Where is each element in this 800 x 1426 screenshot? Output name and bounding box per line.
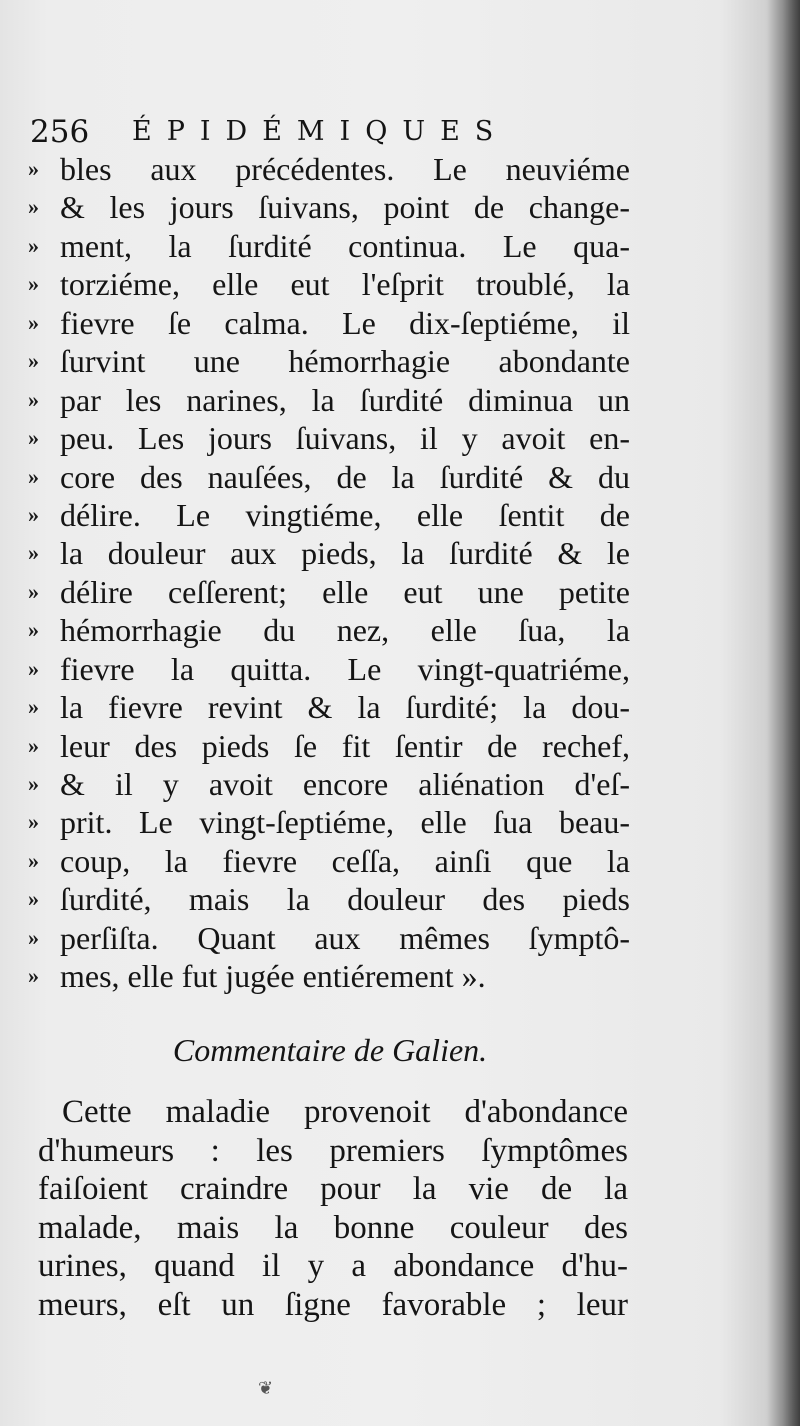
- line-text: ſurvint une hémorrhagie abondante: [60, 343, 630, 380]
- line-text: délire. Le vingtiéme, elle ſentit de: [60, 496, 630, 533]
- text-line: urines, quand il y a abondance d'hu-: [38, 1248, 628, 1285]
- line-text: hémorrhagie du nez, elle ſua, la: [60, 612, 630, 649]
- text-line: [28, 150, 628, 188]
- quote-mark: »: [28, 694, 39, 720]
- quote-mark: »: [28, 156, 39, 181]
- section-heading: Commentaire de Galien.: [172, 1032, 488, 1068]
- text-line: faiſoient craindre pour la vie de la: [38, 1171, 628, 1208]
- text-line: [28, 688, 628, 726]
- line-text: & les jours ſuivans, point de change-: [60, 189, 630, 226]
- text-line: meurs, eſt un ſigne favorable ; leur: [38, 1286, 628, 1323]
- line-text: fievre ſe calma. Le dix-ſeptiéme, il: [60, 304, 630, 341]
- text-line: [28, 765, 628, 803]
- fleuron-ornament: ❦: [258, 1378, 274, 1399]
- text-line: [28, 265, 628, 303]
- quote-mark: »: [28, 540, 39, 566]
- quote-mark: »: [28, 924, 39, 950]
- text-line: [28, 342, 628, 380]
- page-number: 256: [30, 114, 90, 150]
- text-line: [28, 727, 628, 765]
- text-line: [28, 419, 628, 457]
- text-line: [28, 611, 628, 649]
- text-line: [28, 534, 628, 572]
- quote-mark: »: [28, 194, 39, 220]
- text-line: [28, 573, 628, 611]
- line-text: leur des pieds ſe fit ſentir de rechef,: [60, 727, 630, 764]
- line-text: fievre la quitta. Le vingt-quatriéme,: [60, 650, 630, 687]
- line-text: prit. Le vingt-ſeptiéme, elle ſua beau-: [60, 804, 630, 841]
- text-line: [28, 227, 628, 265]
- text-line: d'humeurs : les premiers ſymptômes: [38, 1132, 628, 1169]
- text-line: malade, mais la bonne couleur des: [38, 1209, 628, 1246]
- commentary-paragraph: [38, 1093, 628, 1325]
- text-line: [28, 842, 628, 880]
- line-text: ſurdité, mais la douleur des pieds: [60, 881, 630, 918]
- text-line: [28, 381, 628, 419]
- line-text: bles aux précédentes. Le neuviéme: [60, 151, 630, 187]
- line-text: délire ceſſerent; elle eut une petite: [60, 573, 630, 610]
- text-line: [28, 496, 628, 534]
- line-text: perſiſta. Quant aux mêmes ſymptô-: [60, 919, 630, 956]
- quoted-passage: [28, 150, 628, 996]
- quote-mark: »: [28, 232, 39, 258]
- line-text: par les narines, la ſurdité diminua un: [60, 381, 630, 418]
- line-text: la fievre revint & la ſurdité; la dou-: [60, 689, 630, 726]
- text-line: [28, 304, 628, 342]
- quote-mark: »: [28, 348, 39, 374]
- quote-mark: »: [28, 309, 39, 335]
- text-line: [28, 957, 628, 995]
- page-header: [30, 112, 610, 152]
- quote-mark: »: [28, 463, 39, 489]
- quote-mark: »: [28, 809, 39, 835]
- quote-mark: »: [28, 655, 39, 681]
- quote-mark: »: [28, 578, 39, 604]
- text-line: [28, 188, 628, 226]
- text-line: Cette maladie provenoit d'abondance: [62, 1094, 628, 1130]
- text-line: [28, 880, 628, 918]
- quote-mark: »: [28, 425, 39, 451]
- line-text: la douleur aux pieds, la ſurdité & le: [60, 535, 630, 572]
- quote-mark: »: [28, 771, 39, 796]
- line-text: ment, la ſurdité continua. Le qua-: [60, 227, 630, 264]
- line-text: core des nauſées, de la ſurdité & du: [60, 458, 630, 495]
- quote-mark: »: [28, 732, 39, 758]
- line-text: peu. Les jours ſuivans, il y avoit en-: [60, 420, 630, 457]
- quote-mark: »: [28, 271, 39, 297]
- text-line: [28, 803, 628, 841]
- quote-mark: »: [28, 963, 39, 989]
- text-line: [28, 650, 628, 688]
- quote-mark: »: [28, 617, 39, 643]
- line-text: & il y avoit encore aliénation d'eſ-: [60, 766, 630, 802]
- quote-mark: »: [28, 501, 39, 527]
- quote-mark: »: [28, 886, 39, 912]
- running-title: ÉPIDÉMIQUES: [132, 116, 509, 147]
- quote-mark: »: [28, 386, 39, 412]
- line-text: mes, elle fut jugée entiérement ».: [60, 958, 486, 995]
- line-text: torziéme, elle eut l'eſprit troublé, la: [60, 266, 630, 303]
- line-text: coup, la fievre ceſſa, ainſi que la: [60, 842, 630, 879]
- text-line: [28, 458, 628, 496]
- page-gutter-shadow: [766, 0, 800, 1426]
- quote-mark: »: [28, 847, 39, 873]
- text-line: [28, 919, 628, 957]
